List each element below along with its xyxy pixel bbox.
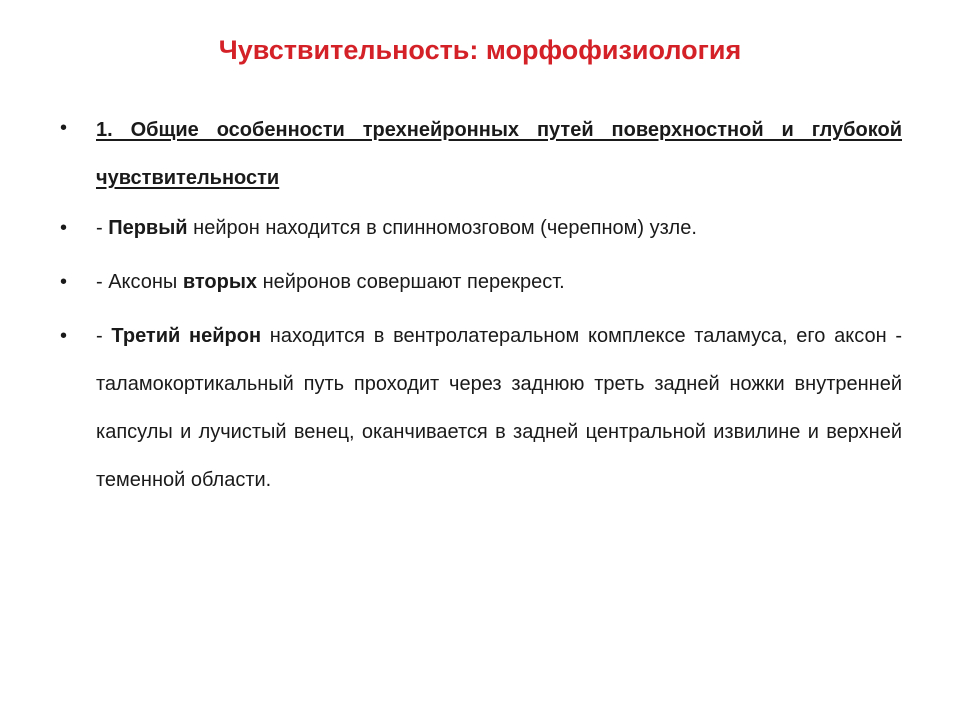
item-rest: нейронов совершают перекрест. xyxy=(257,271,565,293)
list-item-text xyxy=(96,204,902,252)
item-prefix: - xyxy=(96,271,109,293)
bullet-icon: • xyxy=(60,271,68,293)
list-item-text xyxy=(96,258,902,306)
item-pre: Аксоны xyxy=(108,271,183,293)
list-item-text xyxy=(96,106,902,202)
item-prefix: - xyxy=(96,325,112,347)
item-bold: вторых xyxy=(182,271,258,293)
heading-text: 1. Общие особенности трехнейронных путей поверхностной и глубокой чувствительности xyxy=(96,119,902,189)
item-rest: находится в вентролатеральном комплексе таламуса, его аксон - таламокортикальный путь проходит через заднюю треть задней ножки внутренней капсулы и лучистый венец, оканчивается в задней центральной извилине и верхней теменной области. xyxy=(96,325,902,491)
item-bold: Первый xyxy=(108,217,188,239)
bullet-icon: • xyxy=(60,325,68,347)
bullet-icon: • xyxy=(60,117,68,139)
item-bold: Третий нейрон xyxy=(111,325,262,347)
bullet-icon: • xyxy=(60,217,68,239)
list-item-text xyxy=(96,312,902,504)
item-prefix: - xyxy=(96,217,109,239)
slide-title: Чувствительность: морфофизиология xyxy=(218,35,742,65)
item-rest: нейрон находится в спинномозговом (черепном) узле. xyxy=(187,217,697,239)
